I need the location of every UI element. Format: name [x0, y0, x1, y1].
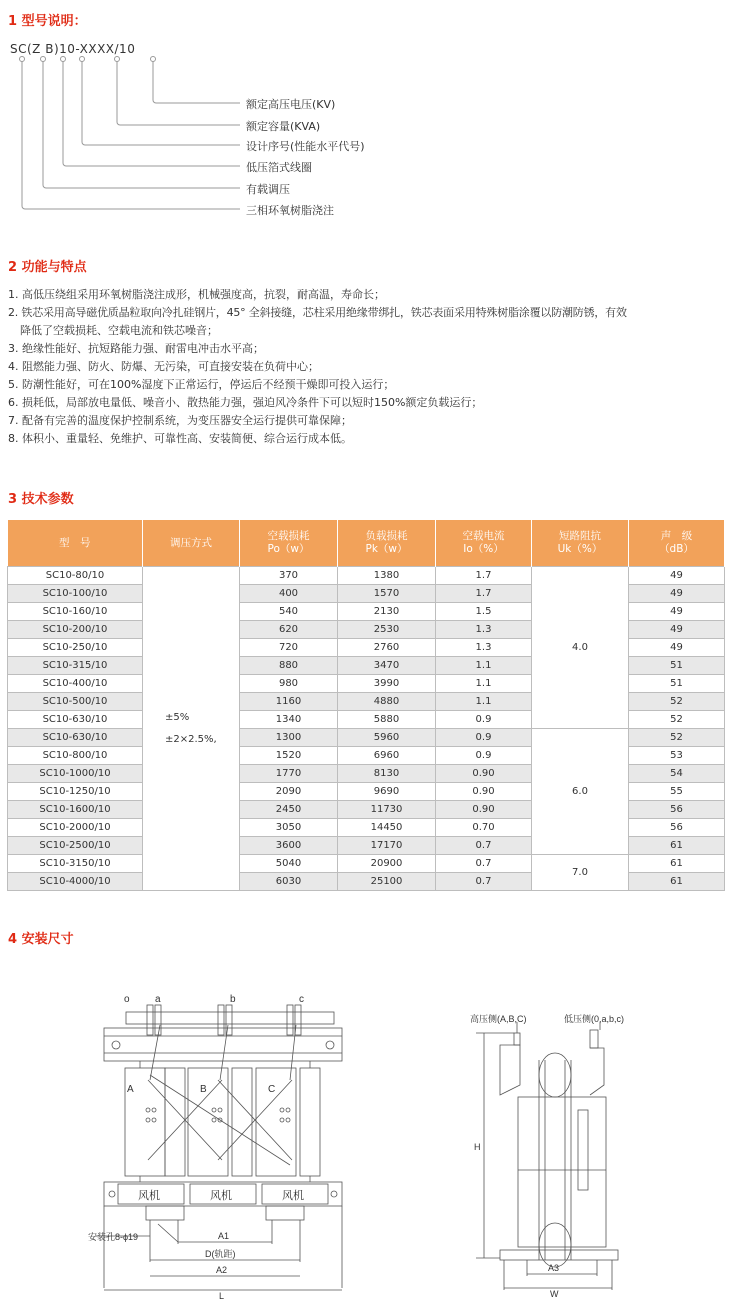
cell-model: SC10-2500/10: [8, 837, 143, 855]
cell-model: SC10-80/10: [8, 567, 143, 585]
fan-label: 风机: [210, 1190, 232, 1202]
cell-sound-level: 53: [629, 747, 725, 765]
cell-load-loss: 20900: [338, 855, 436, 873]
cell-model: SC10-160/10: [8, 603, 143, 621]
cell-sound-level: 49: [629, 621, 725, 639]
legend-lv-foil-coil: 低压箔式线圈: [246, 161, 312, 174]
cell-model: SC10-1600/10: [8, 801, 143, 819]
cell-sound-level: 49: [629, 603, 725, 621]
cell-sound-level: 52: [629, 711, 725, 729]
hv-side-label: 高压侧(A,B,C): [470, 1014, 527, 1024]
phase-label: A: [127, 1084, 134, 1095]
cell-no-load-current: 0.90: [436, 801, 532, 819]
cell-load-loss: 5960: [338, 729, 436, 747]
cell-model: SC10-1000/10: [8, 765, 143, 783]
legend-design-serial: 设计序号(性能水平代号): [246, 140, 365, 153]
cell-no-load-loss: 880: [240, 657, 338, 675]
cell-sound-level: 56: [629, 819, 725, 837]
cell-no-load-loss: 5040: [240, 855, 338, 873]
model-code-leader-lines: [0, 56, 260, 216]
cell-impedance: 4.0: [532, 567, 629, 729]
dim-a1: A1: [218, 1231, 230, 1241]
cell-load-loss: 3990: [338, 675, 436, 693]
fan-label: 风机: [282, 1190, 304, 1202]
dim-l: L: [219, 1291, 225, 1299]
cell-no-load-current: 0.9: [436, 711, 532, 729]
cell-no-load-loss: 1520: [240, 747, 338, 765]
phase-label: C: [268, 1084, 276, 1095]
cell-load-loss: 9690: [338, 783, 436, 801]
cell-no-load-current: 1.7: [436, 567, 532, 585]
cell-no-load-current: 0.90: [436, 783, 532, 801]
cell-impedance: 7.0: [532, 855, 629, 891]
dim-a3: A3: [548, 1263, 560, 1273]
regulation-option: ±5%: [165, 711, 190, 723]
cell-load-loss: 1570: [338, 585, 436, 603]
cell-sound-level: 51: [629, 657, 725, 675]
cell-impedance: 6.0: [532, 729, 629, 855]
cell-no-load-current: 0.90: [436, 765, 532, 783]
table-row: [8, 729, 725, 747]
header-no-load-current: 空载电流 Io（%）: [436, 520, 532, 567]
phase-label: B: [200, 1084, 207, 1095]
section-4-title: 4 安装尺寸: [8, 932, 74, 947]
cell-load-loss: 11730: [338, 801, 436, 819]
dim-d-rail: D(轨距): [205, 1249, 236, 1259]
dim-w: W: [550, 1289, 559, 1299]
terminal-label: c: [299, 994, 304, 1005]
cell-no-load-loss: 370: [240, 567, 338, 585]
feature-item: 5. 防潮性能好，可在100%湿度下正常运行，停运后不经预干燥即可投入运行；: [8, 378, 395, 391]
header-regulation: 调压方式: [143, 520, 240, 567]
cell-model: SC10-500/10: [8, 693, 143, 711]
cell-no-load-current: 0.70: [436, 819, 532, 837]
cell-no-load-current: 0.7: [436, 873, 532, 891]
cell-no-load-loss: 3600: [240, 837, 338, 855]
cell-sound-level: 61: [629, 855, 725, 873]
cell-load-loss: 17170: [338, 837, 436, 855]
terminal-label: a: [155, 994, 161, 1005]
table-row: [8, 855, 725, 873]
cell-sound-level: 52: [629, 693, 725, 711]
section-3-title: 3 技术参数: [8, 492, 74, 507]
cell-no-load-loss: 3050: [240, 819, 338, 837]
cell-sound-level: 55: [629, 783, 725, 801]
cell-no-load-loss: 1300: [240, 729, 338, 747]
cell-load-loss: 4880: [338, 693, 436, 711]
cell-sound-level: 49: [629, 639, 725, 657]
cell-sound-level: 49: [629, 585, 725, 603]
legend-epoxy-cast: 三相环氧树脂浇注: [246, 204, 334, 217]
cell-load-loss: 5880: [338, 711, 436, 729]
cell-sound-level: 56: [629, 801, 725, 819]
cell-load-loss: 2130: [338, 603, 436, 621]
cell-no-load-current: 1.7: [436, 585, 532, 603]
terminal-label: b: [230, 994, 236, 1005]
cell-no-load-loss: 540: [240, 603, 338, 621]
cell-no-load-loss: 1340: [240, 711, 338, 729]
section-1-title: 1 型号说明：: [8, 14, 87, 29]
cell-sound-level: 51: [629, 675, 725, 693]
feature-item: 降低了空载损耗、空载电流和铁芯噪音；: [20, 324, 218, 337]
cell-no-load-loss: 2090: [240, 783, 338, 801]
header-model: 型 号: [8, 520, 143, 567]
cell-no-load-loss: 400: [240, 585, 338, 603]
legend-rated-capacity: 额定容量(KVA): [246, 120, 321, 133]
header-sound-level: 声 级 （dB）: [629, 520, 725, 567]
legend-on-load-tap: 有载调压: [246, 183, 290, 196]
table-header-row: [8, 520, 725, 567]
feature-item: 3. 绝缘性能好、抗短路能力强、耐雷电冲击水平高；: [8, 342, 264, 355]
cell-load-loss: 1380: [338, 567, 436, 585]
cell-no-load-current: 1.1: [436, 657, 532, 675]
model-code: SC(Z B)10-XXXX/10: [10, 42, 136, 56]
feature-item: 6. 损耗低，局部放电量低、噪音小、散热能力强，强迫风冷条件下可以短时150%额定负载运行；: [8, 396, 483, 409]
feature-item: 7. 配备有完善的温度保护控制系统，为变压器安全运行提供可靠保障；: [8, 414, 352, 427]
cell-model: SC10-630/10: [8, 711, 143, 729]
section-2-title: 2 功能与特点: [8, 260, 87, 275]
feature-list: [8, 286, 722, 448]
cell-no-load-loss: 1160: [240, 693, 338, 711]
legend-rated-voltage: 额定高压电压(KV): [246, 98, 336, 111]
cell-model: SC10-3150/10: [8, 855, 143, 873]
header-load-loss: 负载损耗 Pk（w）: [338, 520, 436, 567]
header-no-load-loss: 空载损耗 Po（w）: [240, 520, 338, 567]
cell-load-loss: 14450: [338, 819, 436, 837]
cell-regulation: [143, 567, 240, 891]
cell-sound-level: 54: [629, 765, 725, 783]
cell-model: SC10-250/10: [8, 639, 143, 657]
cell-load-loss: 25100: [338, 873, 436, 891]
cell-model: SC10-200/10: [8, 621, 143, 639]
cell-no-load-loss: 6030: [240, 873, 338, 891]
cell-sound-level: 61: [629, 873, 725, 891]
cell-load-loss: 2530: [338, 621, 436, 639]
cell-sound-level: 49: [629, 567, 725, 585]
cell-load-loss: 2760: [338, 639, 436, 657]
feature-item: 8. 体积小、重量轻、免维护、可靠性高、安装简便、综合运行成本低。: [8, 432, 352, 445]
cell-model: SC10-315/10: [8, 657, 143, 675]
cell-no-load-loss: 720: [240, 639, 338, 657]
cell-sound-level: 52: [629, 729, 725, 747]
cell-model: SC10-630/10: [8, 729, 143, 747]
cell-load-loss: 6960: [338, 747, 436, 765]
cell-model: SC10-1250/10: [8, 783, 143, 801]
feature-item: 1. 高低压绕组采用环氧树脂浇注成形，机械强度高，抗裂，耐高温，寿命长；: [8, 288, 385, 301]
cell-no-load-current: 0.9: [436, 747, 532, 765]
table-row: [8, 567, 725, 585]
header-impedance: 短路阻抗 Uk（%）: [532, 520, 629, 567]
dim-a2: A2: [216, 1265, 228, 1275]
spec-table: [7, 520, 725, 891]
cell-sound-level: 61: [629, 837, 725, 855]
cell-no-load-current: 1.3: [436, 621, 532, 639]
cell-no-load-current: 0.9: [436, 729, 532, 747]
lv-side-label: 低压侧(0,a,b,c): [564, 1014, 625, 1024]
cell-no-load-current: 0.7: [436, 855, 532, 873]
fan-label: 风机: [138, 1190, 160, 1202]
cell-no-load-current: 1.5: [436, 603, 532, 621]
cell-load-loss: 3470: [338, 657, 436, 675]
dim-h: H: [474, 1142, 481, 1152]
cell-model: SC10-100/10: [8, 585, 143, 603]
mounting-hole-label: 安装孔8-ϕ19: [88, 1232, 139, 1242]
cell-no-load-loss: 620: [240, 621, 338, 639]
cell-no-load-current: 1.3: [436, 639, 532, 657]
cell-no-load-loss: 980: [240, 675, 338, 693]
terminal-label: o: [124, 994, 130, 1005]
cell-load-loss: 8130: [338, 765, 436, 783]
cell-model: SC10-400/10: [8, 675, 143, 693]
cell-no-load-current: 1.1: [436, 675, 532, 693]
cell-no-load-loss: 1770: [240, 765, 338, 783]
cell-model: SC10-800/10: [8, 747, 143, 765]
cell-no-load-current: 1.1: [436, 693, 532, 711]
installation-drawing: [0, 960, 730, 1299]
cell-model: SC10-4000/10: [8, 873, 143, 891]
feature-item: 2. 铁芯采用高导磁优质晶粒取向冷扎硅钢片，45° 全斜接缝，芯柱采用绝缘带绑扎，铁芯表面采用特殊树脂涂覆以防潮防锈，有效: [8, 306, 627, 319]
feature-item: 4. 阻燃能力强、防火、防爆、无污染，可直接安装在负荷中心；: [8, 360, 319, 373]
cell-model: SC10-2000/10: [8, 819, 143, 837]
regulation-option: ±2×2.5%,: [165, 733, 217, 745]
cell-no-load-current: 0.7: [436, 837, 532, 855]
cell-no-load-loss: 2450: [240, 801, 338, 819]
